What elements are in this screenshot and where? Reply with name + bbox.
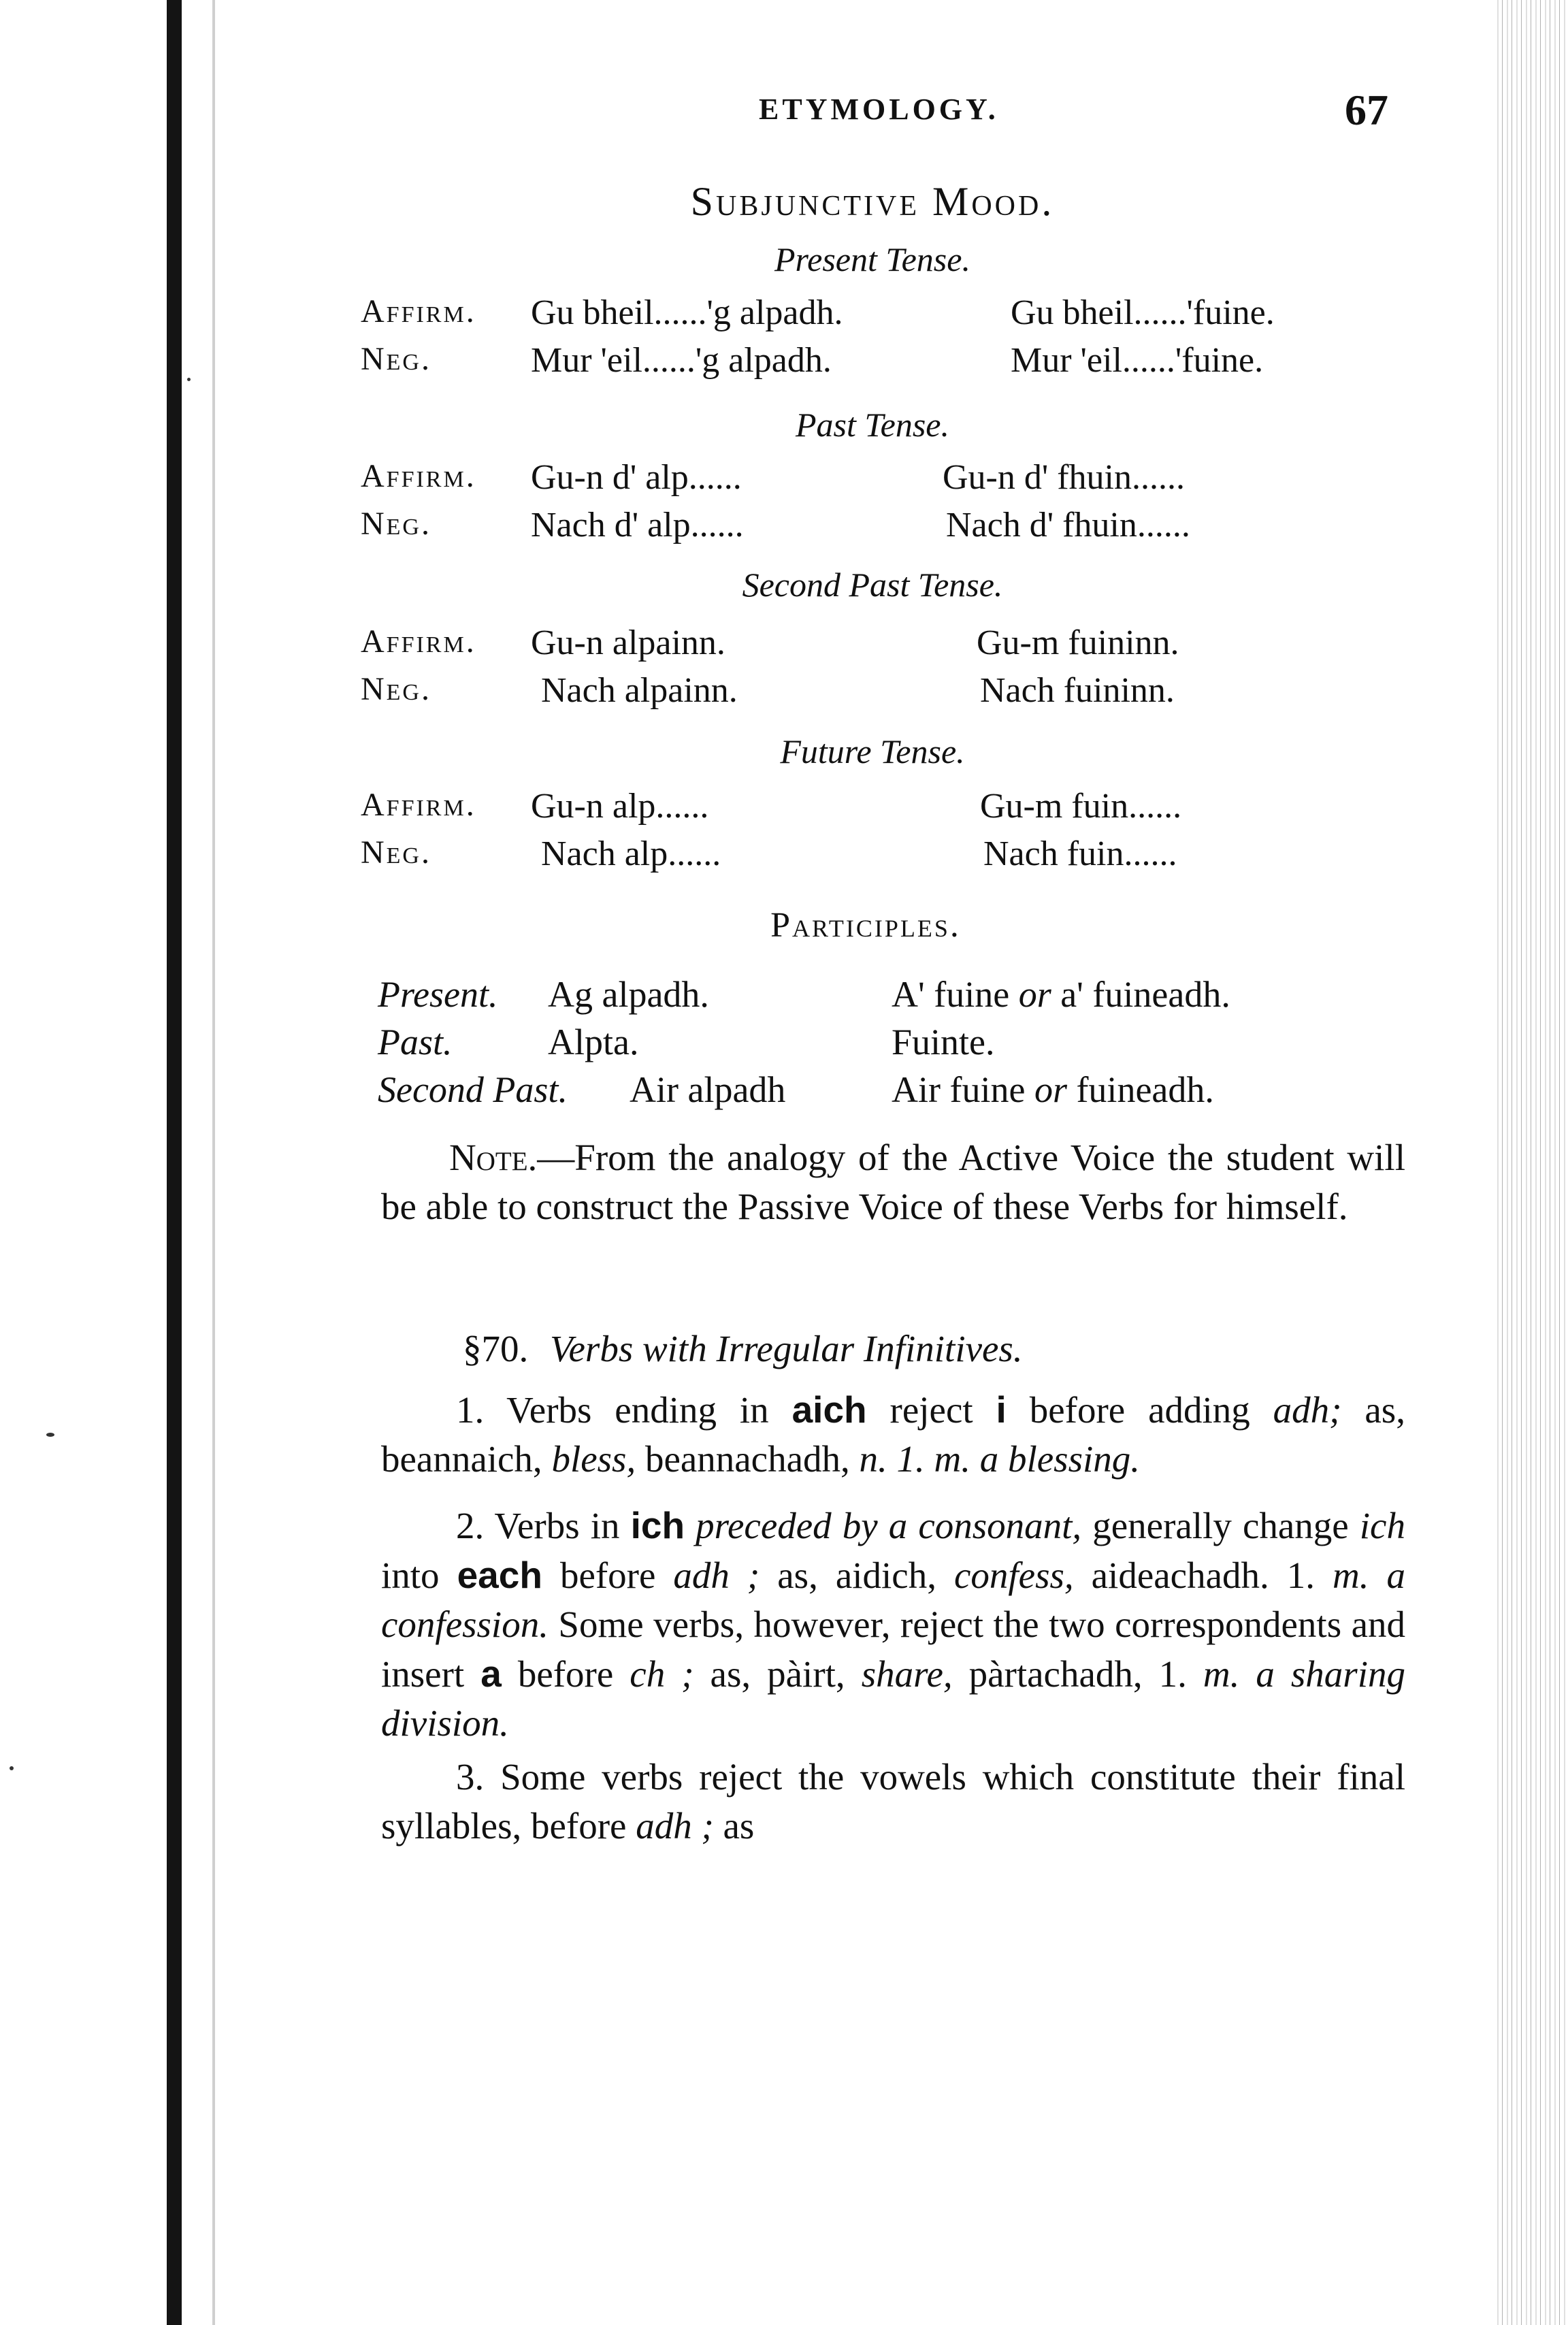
- participle-alp: Air alpadh: [630, 1069, 786, 1110]
- conjugation-row: [361, 623, 1422, 670]
- form-alp: Nach d' alp......: [531, 506, 744, 544]
- conjugation-row: [361, 505, 1422, 553]
- section-number: §70.: [463, 1328, 529, 1369]
- form-fuin: Gu-m fuininn.: [977, 623, 1179, 662]
- form-alp: Gu-n alpainn.: [531, 623, 725, 662]
- left-page-margin: [0, 0, 167, 2325]
- form-fuin: Nach d' fhuin......: [946, 506, 1190, 544]
- participle-alp: Ag alpadh.: [548, 974, 709, 1015]
- form-alp: Gu bheil......'g alpadh.: [531, 293, 843, 332]
- tense-title: Future Tense.: [780, 732, 965, 770]
- rule-paragraph: [381, 1753, 1405, 1851]
- conjugation-row: [361, 834, 1422, 881]
- participle-row: [378, 1069, 1399, 1116]
- rule-text: Some verbs reject the vowels which constitute their final syllables, before adh ; as: [381, 1756, 1406, 1847]
- participle-alp: Alpta.: [548, 1022, 639, 1062]
- page-edge-texture: [1493, 0, 1568, 2325]
- participle-row: [378, 1021, 1399, 1069]
- gutter-line: [212, 0, 215, 2325]
- participle-fuin-a: Air fuine: [892, 1069, 1026, 1110]
- row-label: Neg.: [361, 834, 431, 871]
- form-fuin: Mur 'eil......'fuine.: [1011, 341, 1264, 380]
- conjugation-row: [361, 670, 1422, 718]
- or-word: or: [1034, 1069, 1067, 1110]
- form-alp: Gu-n d' alp......: [531, 458, 742, 497]
- row-label: Neg.: [361, 671, 431, 707]
- note-paragraph: [381, 1133, 1405, 1231]
- form-alp: Mur 'eil......'g alpadh.: [531, 341, 832, 380]
- participle-fuin: [892, 1069, 1214, 1111]
- rule-number: 3.: [456, 1756, 485, 1798]
- rule-paragraph: [381, 1501, 1405, 1748]
- rule-paragraph: [381, 1385, 1405, 1484]
- form-alp: Gu-n alp......: [531, 787, 709, 826]
- form-fuin: Gu-n d' fhuin......: [943, 458, 1186, 497]
- rule-text: Verbs in ich preceded by a consonant, generally change ich into each before adh ; as, aidich, confess, aideachadh. 1. m. a confession. Some verbs, however, reject the two correspondents and insert a before ch ; as, pàirt, share, pàrtachadh, 1. m. a sharing division.: [381, 1504, 1405, 1744]
- form-fuin: Gu-m fuin......: [980, 787, 1182, 826]
- row-label: Affirm.: [361, 623, 476, 660]
- row-label: Neg.: [361, 341, 431, 377]
- participle-label: Present.: [378, 974, 498, 1015]
- participle-label: Second Past.: [378, 1069, 568, 1110]
- or-word: or: [1018, 974, 1051, 1015]
- ink-speck: [187, 378, 191, 381]
- form-fuin: Nach fuin......: [983, 834, 1177, 873]
- row-label: Neg.: [361, 506, 431, 542]
- rule-text: Verbs ending in aich reject i before adding adh; as, beannaich, bless, beannachadh, n. 1. m. a blessing.: [381, 1388, 1405, 1480]
- ink-speck: [46, 1433, 54, 1437]
- participle-fuin-b: a' fuineadh.: [1060, 974, 1230, 1015]
- form-alp: Nach alp......: [541, 834, 721, 873]
- conjugation-row: [361, 293, 1422, 340]
- rule-number: 1.: [456, 1389, 485, 1431]
- tense-title: Present Tense.: [774, 240, 970, 278]
- conjugation-row: [361, 340, 1422, 388]
- tense-title: Second Past Tense.: [742, 566, 1003, 604]
- participles-title: Participles.: [770, 906, 961, 945]
- book-spine-shadow: [167, 0, 182, 2325]
- participle-fuin-a: A' fuine: [892, 974, 1010, 1015]
- running-head: ETYMOLOGY.: [759, 93, 999, 126]
- page-header: [381, 85, 1388, 140]
- participle-row: [378, 973, 1399, 1021]
- note-text: —From the analogy of the Active Voice the student will be able to construct the Passive Voice of these Verbs for himself.: [381, 1137, 1405, 1227]
- participle-fuin: Fuinte.: [892, 1022, 995, 1062]
- rule-number: 2.: [456, 1505, 485, 1546]
- page-number: 67: [1345, 86, 1388, 134]
- conjugation-row: [361, 786, 1422, 834]
- ink-speck: [10, 1766, 14, 1770]
- section-title: Verbs with Irregular Infinitives.: [550, 1328, 1023, 1369]
- row-label: Affirm.: [361, 787, 476, 823]
- note-label: Note.: [449, 1137, 538, 1178]
- row-label: Affirm.: [361, 293, 476, 329]
- mood-title: Subjunctive Mood.: [690, 179, 1055, 224]
- tense-title: Past Tense.: [796, 406, 949, 444]
- participle-label: Past.: [378, 1022, 453, 1062]
- section-heading: [463, 1327, 1023, 1370]
- participle-fuin: [892, 973, 1230, 1015]
- form-fuin: Nach fuininn.: [980, 671, 1175, 710]
- participle-fuin-b: fuineadh.: [1076, 1069, 1214, 1110]
- form-fuin: Gu bheil......'fuine.: [1011, 293, 1275, 332]
- form-alp: Nach alpainn.: [541, 671, 738, 710]
- conjugation-row: [361, 457, 1422, 505]
- row-label: Affirm.: [361, 458, 476, 494]
